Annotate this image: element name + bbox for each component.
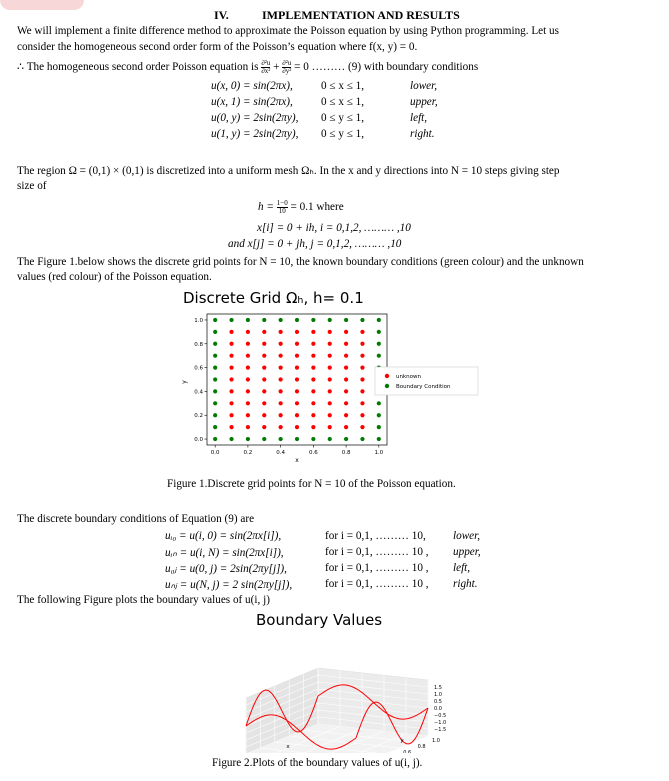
y-tick-label: 0.6 (403, 750, 412, 753)
figure-intro-line-2: values (red colour) of the Poisson equation. (17, 271, 212, 283)
unknown-point (229, 330, 233, 334)
unknown-point (360, 377, 364, 381)
unknown-point (344, 342, 348, 346)
unknown-point (262, 354, 266, 358)
unknown-point (311, 413, 315, 417)
unknown-point (360, 401, 364, 405)
boundary-point (213, 401, 217, 405)
unknown-point (246, 330, 250, 334)
unknown-point (246, 425, 250, 429)
boundary-point (311, 318, 315, 322)
intro-line-1: We will implement a finite difference method to approximate the Poisson equation by using Python programming. Let us (17, 25, 560, 37)
unknown-point (246, 401, 250, 405)
figure-1-title: Discrete Grid Ωₕ, h= 0.1 (183, 289, 364, 307)
discrete-grid-chart (160, 310, 480, 470)
dbc-block-range-1: for i = 0,1, ……… 10 , (325, 546, 429, 558)
unknown-point (344, 401, 348, 405)
bc-block-tag-1: upper, (410, 96, 438, 108)
unknown-point (279, 377, 283, 381)
boundary-point (213, 330, 217, 334)
y-tick-label: 0.8 (417, 744, 426, 750)
z-tick-label: 1.5 (434, 685, 442, 691)
figure-2-title: Boundary Values (256, 611, 383, 629)
unknown-point (295, 342, 299, 346)
boundary-point (377, 425, 381, 429)
unknown-point (344, 413, 348, 417)
unknown-point (311, 377, 315, 381)
unknown-point (279, 365, 283, 369)
y-axis-label: y (400, 738, 404, 744)
boundary-point (279, 437, 283, 441)
unknown-point (295, 401, 299, 405)
grid-points (213, 318, 381, 441)
unknown-point (246, 342, 250, 346)
boundary-point (377, 330, 381, 334)
unknown-point (328, 401, 332, 405)
step-size-fraction: $\frac{1-0}{10}$ (276, 199, 288, 215)
dbc-block-tag-3: right. (453, 578, 478, 590)
x-grid-definition: x[i] = 0 + ih, i = 0,1,2, ……… ,10 (257, 222, 411, 234)
unknown-point (360, 342, 364, 346)
z-tick-label: 0.5 (434, 699, 442, 705)
unknown-point (279, 330, 283, 334)
unknown-point (311, 389, 315, 393)
x-tick-label: 0.6 (308, 450, 318, 456)
y-grid-definition: and x[j] = 0 + jh, j = 0,1,2, ……… ,10 (228, 238, 402, 250)
bc-block-range-0: 0 ≤ x ≤ 1, (321, 80, 365, 92)
z-tick-label: −1.5 (434, 727, 447, 733)
legend-label-boundary: Boundary Condition (396, 384, 451, 390)
boundary-point (213, 354, 217, 358)
boundary-point (279, 318, 283, 322)
unknown-point (246, 413, 250, 417)
unknown-point (311, 425, 315, 429)
bc-block-tag-2: left, (410, 112, 428, 124)
z-tick-label: 1.0 (434, 692, 442, 698)
unknown-point (344, 425, 348, 429)
y-tick-label: 0.2 (194, 413, 203, 420)
boundary-point (295, 437, 299, 441)
unknown-point (344, 354, 348, 358)
boundary-point (213, 365, 217, 369)
unknown-point (328, 425, 332, 429)
unknown-point (295, 354, 299, 358)
unknown-point (262, 330, 266, 334)
y-axis-ticks (194, 318, 207, 443)
boundary-point (213, 425, 217, 429)
boundary-point (377, 354, 381, 358)
unknown-point (344, 389, 348, 393)
unknown-point (328, 342, 332, 346)
x-tick-label: 0.0 (210, 450, 220, 456)
unknown-point (262, 389, 266, 393)
boundary-values-3d-chart (230, 628, 460, 753)
unknown-point (279, 389, 283, 393)
unknown-point (344, 377, 348, 381)
discrete-intro: The discrete boundary conditions of Equation (9) are (17, 513, 255, 525)
dbc-block-eq-1: uᵢₙ = u(i, N) = sin(2πx[i]), (165, 547, 284, 559)
bc-block-eq-3: u(1, y) = 2sin(2πy), (211, 128, 299, 140)
boundary-point (229, 318, 233, 322)
x-tick-label: 0.2 (243, 450, 253, 456)
boundary-point (262, 318, 266, 322)
y-tick-label: 0.8 (194, 341, 203, 348)
legend-marker-unknown (385, 374, 389, 378)
unknown-point (279, 401, 283, 405)
fraction-d2u-dy2: $\frac{\text{∂²u}}{\text{∂y²}}$ (282, 59, 292, 75)
x-tick-label: 0.8 (341, 450, 351, 456)
intro-line-2: consider the homogeneous second order form of the Poisson’s equation where f(x, y) = 0. (17, 41, 418, 53)
unknown-point (279, 425, 283, 429)
legend-label-unknown: unknown (396, 374, 421, 380)
unknown-point (360, 413, 364, 417)
z-tick-label: −1.0 (434, 720, 447, 726)
boundary-point (213, 318, 217, 322)
z-tick-label: −0.5 (434, 713, 447, 719)
unknown-point (295, 365, 299, 369)
boundary-point (213, 437, 217, 441)
unknown-point (229, 342, 233, 346)
boundary-point (311, 437, 315, 441)
unknown-point (328, 413, 332, 417)
unknown-point (279, 342, 283, 346)
figure-2-caption: Figure 2.Plots of the boundary values of u(i, j). (212, 757, 423, 769)
unknown-point (328, 389, 332, 393)
section-number: IV. (214, 8, 229, 22)
y-axis-label: y (181, 380, 188, 384)
unknown-point (295, 425, 299, 429)
dbc-block-eq-3: uₙⱼ = u(N, j) = 2 sin(2πy[j]), (165, 579, 293, 591)
boundary-point (213, 413, 217, 417)
unknown-point (328, 365, 332, 369)
unknown-point (360, 354, 364, 358)
unknown-point (246, 354, 250, 358)
unknown-point (229, 401, 233, 405)
bc-block-range-1: 0 ≤ x ≤ 1, (321, 96, 365, 108)
boundary-point (360, 318, 364, 322)
unknown-point (262, 377, 266, 381)
unknown-point (262, 365, 266, 369)
unknown-point (311, 354, 315, 358)
y-tick-label: 1.0 (432, 738, 440, 744)
boundary-point (377, 342, 381, 346)
unknown-point (295, 389, 299, 393)
unknown-point (295, 377, 299, 381)
dbc-block-tag-0: lower, (453, 530, 481, 542)
z-tick-label: 0.0 (434, 706, 442, 712)
dbc-block-eq-2: u₀ⱼ = u(0, j) = 2sin(2πy[j]), (165, 563, 287, 575)
boundary-point (295, 318, 299, 322)
unknown-point (229, 389, 233, 393)
boundary-point (328, 318, 332, 322)
boundary-point (246, 318, 250, 322)
dbc-block-range-0: for i = 0,1, ……… 10, (325, 530, 426, 542)
unknown-point (229, 425, 233, 429)
y-tick-label: 1.0 (194, 317, 203, 324)
unknown-point (344, 365, 348, 369)
x-tick-label: 1.0 (374, 450, 384, 456)
boundary-point (262, 437, 266, 441)
unknown-point (360, 365, 364, 369)
x-axis-ticks (211, 445, 384, 456)
unknown-point (295, 330, 299, 334)
unknown-point (262, 401, 266, 405)
unknown-point (360, 330, 364, 334)
x-axis-label: x (286, 744, 290, 750)
boundary-point (344, 437, 348, 441)
bc-block-tag-0: lower, (410, 80, 438, 92)
boundary-point (377, 413, 381, 417)
unknown-point (246, 365, 250, 369)
y-tick-label: 0.6 (194, 365, 203, 372)
bc-block-eq-2: u(0, y) = 2sin(2πy), (211, 112, 299, 124)
boundary-point (360, 437, 364, 441)
dbc-block-eq-0: uᵢ₀ = u(i, 0) = sin(2πx[i]), (165, 530, 282, 542)
unknown-point (311, 330, 315, 334)
unknown-point (328, 330, 332, 334)
unknown-point (246, 389, 250, 393)
poisson-suffix: = 0 ……… (9) with boundary conditions (294, 61, 479, 74)
boundary-point (328, 437, 332, 441)
corner-logo (0, 0, 84, 10)
boundary-point (229, 437, 233, 441)
fraction-d2u-dx2: $\frac{\text{∂²u}}{\text{∂x²}}$ (261, 59, 271, 75)
unknown-point (246, 377, 250, 381)
unknown-point (262, 413, 266, 417)
unknown-point (344, 330, 348, 334)
unknown-point (229, 354, 233, 358)
figure-intro-line-1: The Figure 1.below shows the discrete grid points for N = 10, the known boundary conditions (green colour) and the unknown (17, 256, 584, 268)
dbc-block-tag-2: left, (453, 562, 471, 574)
bc-block-eq-1: u(x, 1) = sin(2πx), (211, 96, 293, 108)
unknown-point (311, 401, 315, 405)
unknown-point (229, 377, 233, 381)
dbc-block-range-2: for i = 0,1, ……… 10 , (325, 562, 429, 574)
boundary-point (213, 342, 217, 346)
boundary-point (377, 437, 381, 441)
intro-line-3 (17, 60, 478, 75)
x-tick-label: 0.4 (276, 450, 286, 456)
x-axis-label: x (295, 457, 299, 464)
unknown-point (311, 342, 315, 346)
section-title: IMPLEMENTATION AND RESULTS (262, 8, 460, 22)
bc-block-eq-0: u(x, 0) = sin(2πx), (211, 80, 293, 92)
unknown-point (229, 413, 233, 417)
boundary-point (246, 437, 250, 441)
unknown-point (311, 365, 315, 369)
figure-1-caption: Figure 1.Discrete grid points for N = 10 of the Poisson equation. (167, 478, 456, 490)
bc-block-range-2: 0 ≤ y ≤ 1, (321, 112, 365, 124)
unknown-point (279, 413, 283, 417)
unknown-point (279, 354, 283, 358)
region-line-2: size of (17, 180, 47, 192)
unknown-point (262, 342, 266, 346)
unknown-point (360, 389, 364, 393)
boundary-point (344, 318, 348, 322)
discrete-outro: The following Figure plots the boundary values of u(i, j) (17, 594, 270, 606)
unknown-point (229, 365, 233, 369)
unknown-point (328, 354, 332, 358)
y-tick-label: 0.0 (194, 437, 203, 444)
unknown-point (262, 425, 266, 429)
boundary-point (377, 401, 381, 405)
bc-block-tag-3: right. (410, 128, 435, 140)
boundary-point (213, 389, 217, 393)
legend-box (375, 367, 478, 395)
unknown-point (328, 377, 332, 381)
legend-marker-boundary (385, 384, 389, 388)
unknown-point (360, 425, 364, 429)
boundary-point (377, 318, 381, 322)
region-line-1: The region Ω = (0,1) × (0,1) is discretized into a uniform mesh Ωₕ. In the x and y directions into N = 10 steps giving step (17, 165, 560, 177)
y-tick-label: 0.4 (194, 389, 203, 396)
unknown-point (295, 413, 299, 417)
dbc-block-tag-1: upper, (453, 546, 481, 558)
dbc-block-range-3: for i = 0,1, ……… 10 , (325, 578, 429, 590)
plus-sign: + (273, 61, 280, 74)
boundary-point (213, 377, 217, 381)
step-size-equation: h = $\frac{1-0}{10}$ = 0.1 where (258, 199, 344, 215)
poisson-prefix: ∴ The homogeneous second order Poisson equation is (17, 61, 259, 74)
bc-block-range-3: 0 ≤ y ≤ 1, (321, 128, 365, 140)
